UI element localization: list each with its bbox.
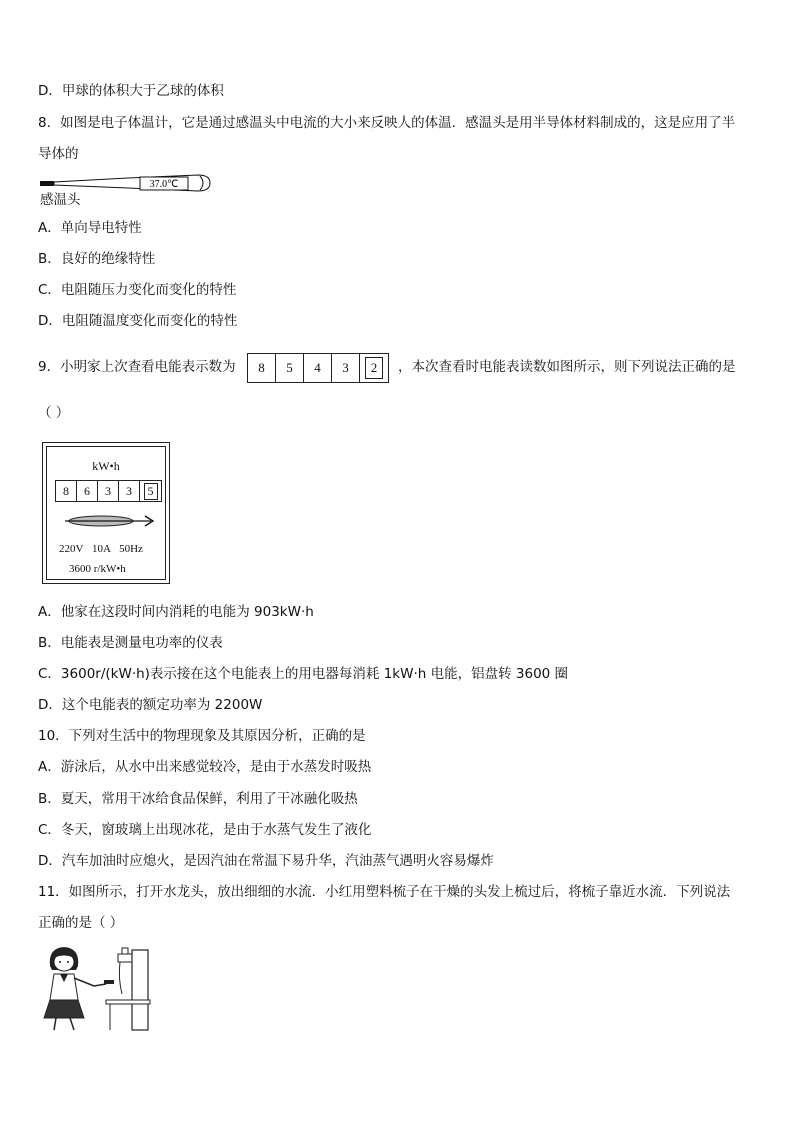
meter-revolutions: 3600 r/kW•h xyxy=(69,563,126,575)
q8-stem-line1: 8．如图是电子体温计，它是通过感温头中电流的大小来反映人的体温．感温头是用半导体材料制成的，这是应用了半 xyxy=(38,115,736,131)
digit: 5 xyxy=(276,354,304,382)
q10-stem: 10．下列对生活中的物理现象及其原因分析，正确的是 xyxy=(38,728,366,744)
girl-comb-water-figure xyxy=(40,944,158,1034)
q9-option-a: A．他家在这段时间内消耗的电能为 903kW·h xyxy=(38,604,314,620)
q11-stem-line1: 11．如图所示，打开水龙头，放出细细的水流．小红用塑料梳子在干燥的头发上梳过后，将梳子靠近水流．下列说法 xyxy=(38,884,731,900)
digit: 3 xyxy=(332,354,360,382)
q10-option-c: C．冬天，窗玻璃上出现冰花，是由于水蒸气发生了液化 xyxy=(38,822,372,838)
meter-specs: 220V 10A 50Hz xyxy=(59,543,143,555)
q10-option-b: B．夏天，常用干冰给食品保鲜，利用了干冰融化吸热 xyxy=(38,791,358,807)
thermometer-reading: 37.0℃ xyxy=(149,179,179,190)
digit: 8 xyxy=(248,354,276,382)
q9-option-c: C．3600r/(kW·h)表示接在这个电能表上的用电器每消耗 1kW·h 电能，铝盘转 3600 圈 xyxy=(38,666,569,682)
q11-stem-line2: 正确的是（ ） xyxy=(38,915,124,931)
meter-unit: kW•h xyxy=(92,459,120,473)
probe-label: 感温头 xyxy=(40,192,81,208)
digit: 3 xyxy=(119,481,140,501)
q8-stem-line2: 导体的 xyxy=(38,146,79,162)
q7-option-d: D．甲球的体积大于乙球的体积 xyxy=(38,83,224,99)
digit-decimal: 5 xyxy=(140,481,161,501)
q10-option-a: A．游泳后，从水中出来感觉较冷，是由于水蒸发时吸热 xyxy=(38,759,372,775)
q9-stem-after: ，本次查看时电能表读数如图所示，则下列说法正确的是 xyxy=(398,359,736,375)
q9-option-d: D．这个电能表的额定功率为 2200W xyxy=(38,697,263,713)
q8-option-d: D．电阻随温度变化而变化的特性 xyxy=(38,313,238,329)
q9-stem-bracket: （ ） xyxy=(38,405,70,421)
q8-option-c: C．电阻随压力变化而变化的特性 xyxy=(38,282,237,298)
digit: 6 xyxy=(77,481,98,501)
q10-option-d: D．汽车加油时应熄火，是因汽油在常温下易升华，汽油蒸气遇明火容易爆炸 xyxy=(38,853,494,869)
digit: 8 xyxy=(56,481,77,501)
q9-option-b: B．电能表是测量电功率的仪表 xyxy=(38,635,223,651)
q9-stem-before: 9．小明家上次查看电能表示数为 xyxy=(38,359,236,375)
rotating-disc-icon xyxy=(61,513,157,529)
digit: 3 xyxy=(98,481,119,501)
meter-reading xyxy=(55,480,162,502)
previous-meter-reading xyxy=(247,353,389,383)
q8-option-a: A．单向导电特性 xyxy=(38,220,142,236)
digit-decimal: 2 xyxy=(360,354,388,382)
q8-option-b: B．良好的绝缘特性 xyxy=(38,251,156,267)
energy-meter-figure xyxy=(42,442,170,584)
digit: 4 xyxy=(304,354,332,382)
